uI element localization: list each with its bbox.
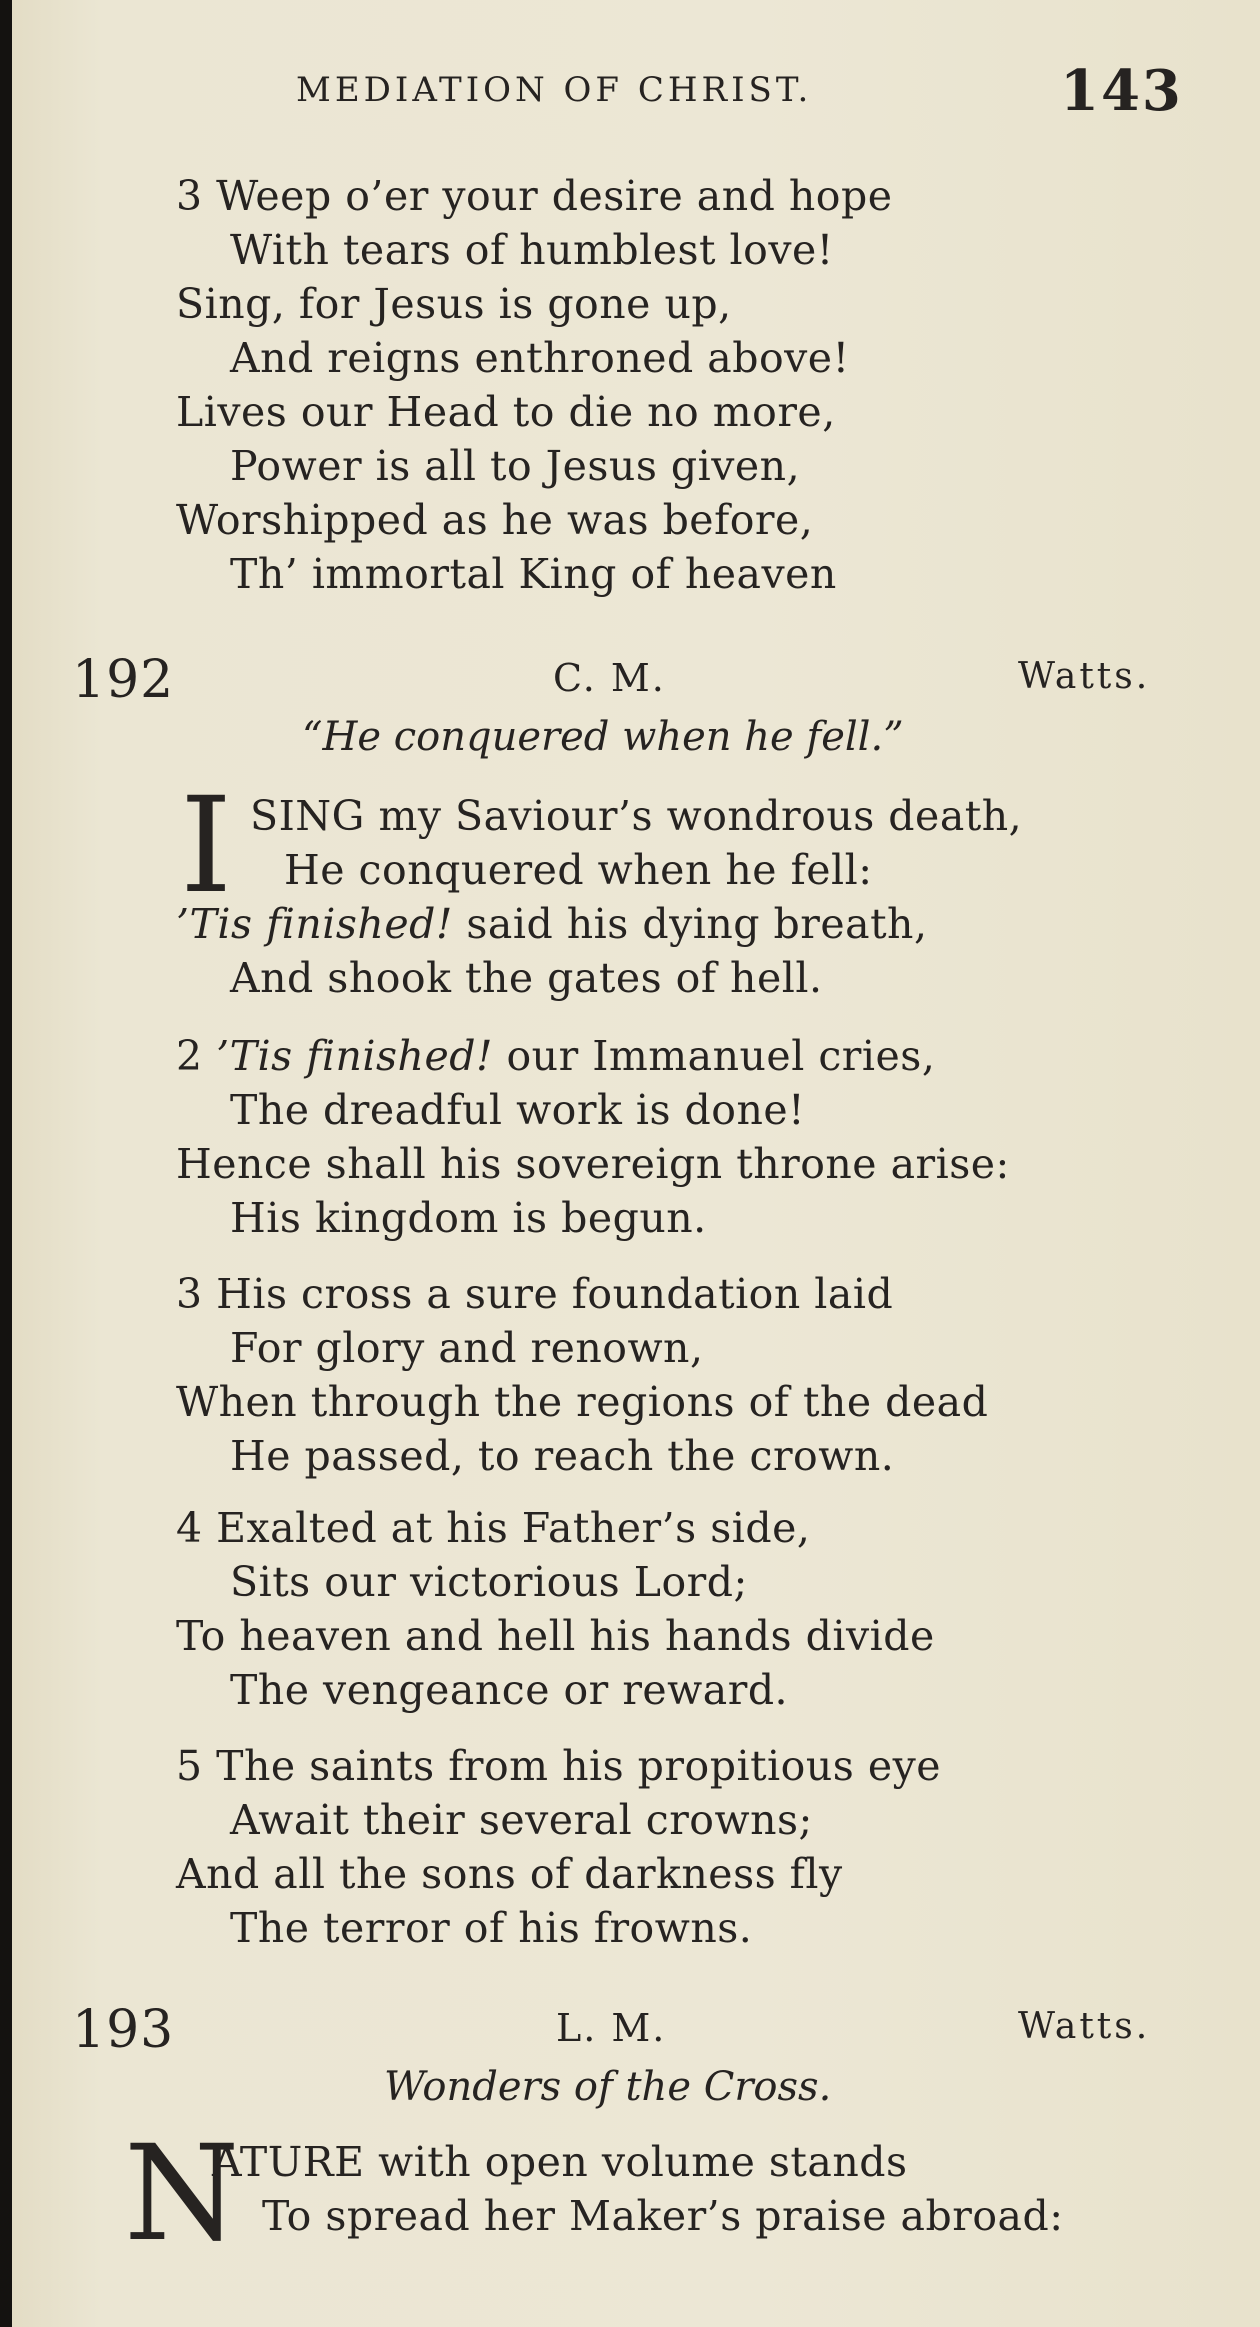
hymn-line: And all the sons of darkness fly: [176, 1850, 843, 1898]
hymn-number: 192: [72, 650, 175, 710]
hymn-line: 4 Exalted at his Father’s side,: [176, 1504, 811, 1552]
prev-hymn-line: Power is all to Jesus given,: [230, 442, 801, 490]
prev-hymn-line: 3 Weep o’er your desire and hope: [176, 172, 893, 220]
hymn-line: 3 His cross a sure foundation laid: [176, 1270, 894, 1318]
prev-hymn-line: With tears of humblest love!: [230, 226, 834, 274]
drop-cap: I: [180, 769, 233, 923]
hymn-subtitle: Wonders of the Cross.: [384, 2064, 832, 2110]
hymn-author: Watts.: [1018, 656, 1151, 697]
hymn-line: 5 The saints from his propitious eye: [176, 1742, 942, 1790]
hymn-subtitle: “He conquered when he fell.”: [302, 714, 904, 760]
hymn-line: He conquered when he fell:: [284, 846, 873, 894]
hymn-line: ATURE with open volume stands: [212, 2138, 908, 2186]
hymn-line: When through the regions of the dead: [176, 1378, 989, 1426]
prev-hymn-line: Th’ immortal King of heaven: [230, 550, 837, 598]
hymn-line: SING my Saviour’s wondrous death,: [250, 792, 1023, 840]
hymn-line: He passed, to reach the crown.: [230, 1432, 895, 1480]
italic-phrase: ’Tis finished!: [216, 1032, 493, 1080]
hymn-author: Watts.: [1018, 2006, 1151, 2047]
hymn-line: And shook the gates of hell.: [230, 954, 823, 1002]
hymn-line: Hence shall his sovereign throne arise:: [176, 1140, 1010, 1188]
running-header: MEDIATION OF CHRIST.: [296, 70, 813, 110]
prev-hymn-line: Sing, for Jesus is gone up,: [176, 280, 732, 328]
book-spine-edge: [0, 0, 12, 2327]
drop-cap: N: [124, 2117, 240, 2271]
italic-phrase: ’Tis finished!: [176, 900, 453, 948]
line-text: our Immanuel cries,: [506, 1032, 936, 1080]
hymn-line: [176, 1032, 935, 1080]
hymn-meter: L. M.: [556, 2006, 667, 2050]
prev-hymn-line: And reigns enthroned above!: [230, 334, 850, 382]
hymn-line: For glory and renown,: [230, 1324, 704, 1372]
hymn-line: The terror of his frowns.: [230, 1904, 753, 1952]
hymn-line: His kingdom is begun.: [230, 1194, 707, 1242]
prev-hymn-line: Lives our Head to die no more,: [176, 388, 836, 436]
hymn-line: The dreadful work is done!: [230, 1086, 806, 1134]
hymn-line: [176, 900, 928, 948]
prev-hymn-line: Worshipped as he was before,: [176, 496, 814, 544]
hymn-line: The vengeance or reward.: [230, 1666, 789, 1714]
page-number: 143: [1060, 58, 1183, 124]
verse-number: 2: [176, 1032, 203, 1080]
line-text: said his dying breath,: [466, 900, 928, 948]
hymn-line: To spread her Maker’s praise abroad:: [262, 2192, 1064, 2240]
hymn-line: Sits our victorious Lord;: [230, 1558, 748, 1606]
hymn-line: To heaven and hell his hands divide: [176, 1612, 935, 1660]
hymn-meter: C. M.: [553, 656, 666, 700]
hymn-number: 193: [72, 2000, 175, 2060]
hymn-line: Await their several crowns;: [230, 1796, 813, 1844]
